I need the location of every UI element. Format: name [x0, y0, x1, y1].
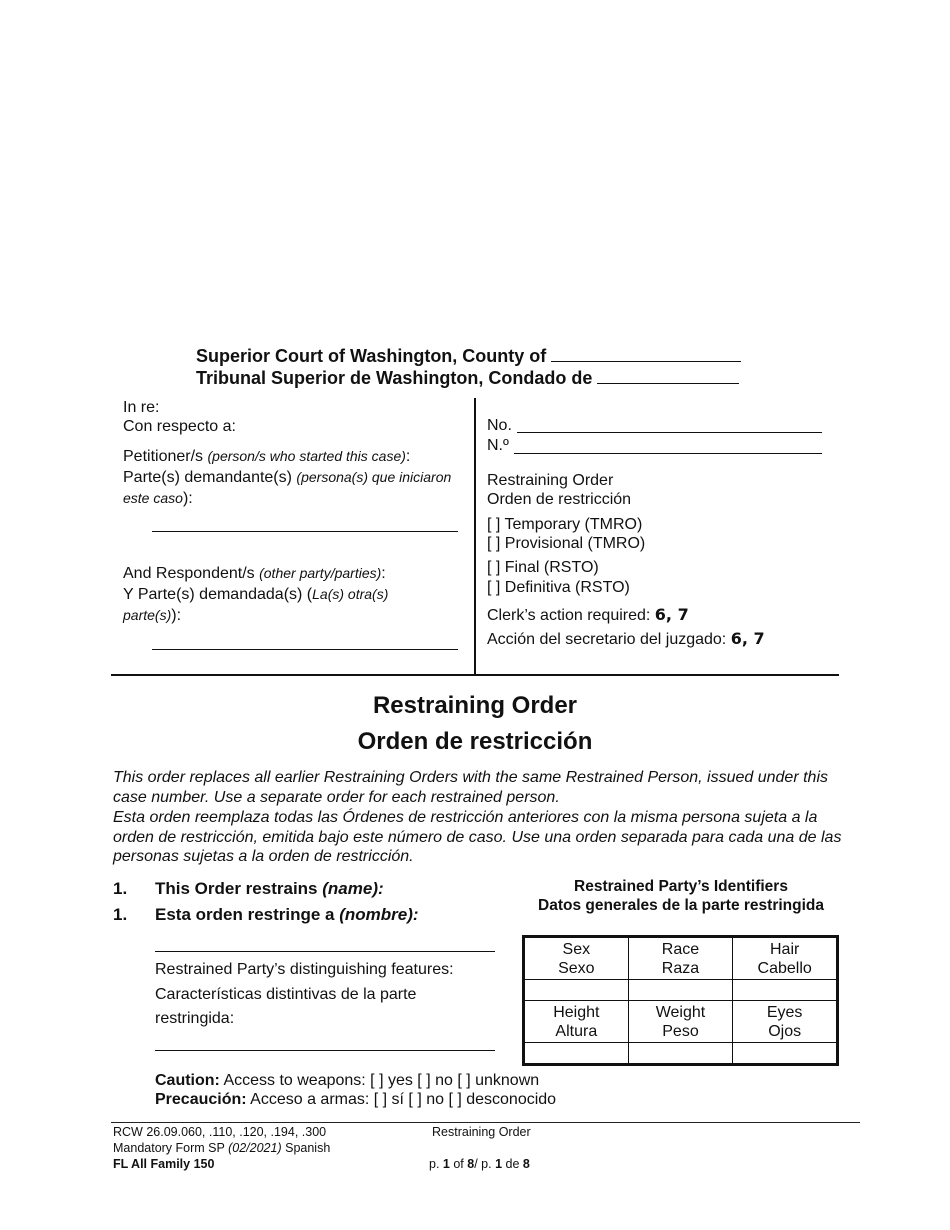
caption-divider	[474, 398, 476, 676]
con-respecto-label: Con respecto a:	[123, 418, 236, 435]
race-value-cell[interactable]	[628, 980, 733, 1001]
identifiers-table	[522, 935, 839, 1066]
eyes-value-cell[interactable]	[733, 1043, 838, 1065]
section-number: 1.	[113, 879, 128, 898]
county-blank[interactable]	[551, 361, 741, 362]
footer-left	[113, 1124, 330, 1172]
hair-value-cell[interactable]	[733, 980, 838, 1001]
sex-value-cell[interactable]	[524, 980, 629, 1001]
page-title-es: Orden de restricción	[357, 728, 593, 755]
clerk-action-en: Clerk’s action required: 6, 7	[487, 605, 689, 624]
section-number-es: 1.	[113, 905, 128, 924]
option-temporary[interactable]: [ ] Temporary (TMRO)	[487, 516, 643, 533]
section-1-en: This Order restrains (name):	[155, 879, 384, 898]
race-header: Race Raza	[628, 937, 733, 980]
respondent-label: And Respondent/s (other party/parties): Y Parte(s) demandada(s) (La(s) otra(s) parte(s)):	[123, 565, 389, 624]
page-title-en: Restraining Order	[372, 692, 578, 719]
case-no-line[interactable]	[517, 432, 822, 433]
caution-en: Caution: Access to weapons: [ ] yes [ ] no [ ] unknown	[155, 1072, 540, 1089]
condado-blank[interactable]	[597, 383, 739, 384]
restrained-name-line[interactable]	[155, 951, 495, 952]
footer-page-number: p. 1 of 8/ p. 1 de 8	[429, 1157, 530, 1171]
in-re-label: In re:	[123, 399, 160, 416]
identifiers-value-row-1	[524, 980, 838, 1001]
hair-header: Hair Cabello	[733, 937, 838, 980]
features-es: Características distintivas de la parte restringida:	[155, 986, 417, 1027]
order-type-es: Orden de restricción	[487, 491, 632, 508]
identifiers-heading: Restrained Party’s Identifiers Datos generales de la parte restringida	[538, 878, 824, 914]
footer-rcw: RCW 26.09.060, .110, .120, .194, .300	[113, 1125, 327, 1139]
sex-header: Sex Sexo	[524, 937, 629, 980]
caption-bottom-rule	[111, 674, 839, 676]
weight-header: Weight Peso	[628, 1001, 733, 1043]
identifiers-header-row-2	[524, 1001, 838, 1043]
identifiers-header-row-1	[524, 937, 838, 980]
features-en: Restrained Party’s distinguishing features:	[155, 961, 454, 978]
court-title-es: Tribunal Superior de Washington, Condado de	[196, 368, 739, 389]
weight-value-cell[interactable]	[628, 1043, 733, 1065]
features-line[interactable]	[155, 1050, 495, 1051]
case-no-es-label: N.º	[487, 437, 509, 454]
eyes-header: Eyes Ojos	[733, 1001, 838, 1043]
footer-fl: FL All Family 150	[113, 1157, 215, 1171]
clerk-action-es: Acción del secretario del juzgado: 6, 7	[487, 629, 765, 648]
identifiers-value-row-2	[524, 1043, 838, 1065]
case-no-label: No.	[487, 417, 512, 434]
footer-form: Mandatory Form SP (02/2021) Spanish	[113, 1141, 331, 1155]
footer-center-title: Restraining Order	[432, 1125, 531, 1139]
height-header: Height Altura	[524, 1001, 629, 1043]
caution-es: Precaución: Acceso a armas: [ ] sí [ ] no [ ] desconocido	[155, 1091, 557, 1108]
petitioner-signature-line[interactable]	[152, 531, 458, 532]
petitioner-label: Petitioner/s (person/s who started this case): Parte(s) demandante(s) (persona(s) que iniciaron este caso):	[123, 448, 452, 507]
court-title-en: Superior Court of Washington, County of	[196, 346, 741, 367]
option-provisional[interactable]: [ ] Provisional (TMRO)	[487, 535, 646, 552]
intro-es: Esta orden reemplaza todas las Órdenes de restricción anteriores con la misma persona sujeta a la orden de restricción, emitida bajo este número de caso. Use una orden separada para cada una de las personas sujetas a la orden de restricción.	[113, 809, 842, 865]
footer-rule	[111, 1122, 860, 1123]
section-1-es: Esta orden restringe a (nombre):	[155, 905, 419, 924]
intro-en: This order replaces all earlier Restraining Orders with the same Restrained Person, issued under this case number. Use a separate order for each restrained person.	[113, 769, 828, 806]
case-no-es-line[interactable]	[514, 453, 822, 454]
respondent-signature-line[interactable]	[152, 649, 458, 650]
option-definitiva[interactable]: [ ] Definitiva (RSTO)	[487, 579, 630, 596]
height-value-cell[interactable]	[524, 1043, 629, 1065]
order-type-en: Restraining Order	[487, 472, 614, 489]
option-final[interactable]: [ ] Final (RSTO)	[487, 559, 599, 576]
